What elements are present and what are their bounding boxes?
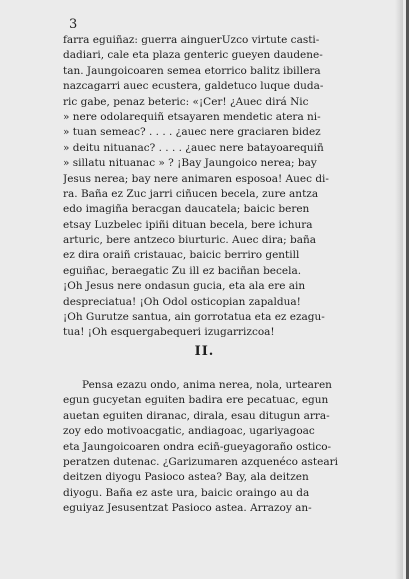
text-line: egun gucyetan eguiten badira ere pecatuac, egun — [63, 394, 329, 407]
text-line: eguiyaz Jesusentzat Pasioco astea. Arrazoy an- — [63, 502, 312, 515]
text-line: ez dira oraiñ cristauac, baicic berriro gentill — [63, 249, 300, 262]
text-line: eta Jaungoicoaren ondra eciñ-gueyagoraño ostico- — [63, 440, 332, 453]
text-line: diyogu. Baña ez aste ura, baicic oraingo au da — [63, 486, 310, 499]
text-line: Jesus nerea; bay nere animaren esposoa! Auec di- — [63, 172, 329, 185]
text-line: » tuan semeac? . . . . ¿auec nere graciaren bidez — [63, 126, 321, 139]
text-line: auetan eguiten diranac, dirala, esau ditugun arra- — [63, 409, 330, 422]
text-line: peratzen dutenac. ¿Garizumaren azquenéco asteari — [63, 455, 338, 468]
text-line: ra. Baña ez Zuc jarri ciñucen becela, zure antza — [63, 187, 319, 200]
text-line: ¡Oh Jesus nere ondasun gucia, eta ala ere ain — [63, 280, 306, 293]
text-line: etsay Luzbelec ipiñi dituan becela, bere ichura — [63, 218, 313, 231]
page-number: 3 — [69, 17, 78, 32]
text-line: zoy edo motivoacgatic, andiagoac, ugariyagoac — [63, 425, 315, 438]
text-line: edo imagiña beracgan daucatela; baicic beren — [63, 203, 310, 216]
text-line: eguiñac, beraegatic Zu ill ez baciñan becela. — [63, 264, 302, 277]
text-line: ¡Oh Gurutze santua, ain gorrotatua eta ez ezagu- — [63, 311, 325, 324]
text-line: nazcagarri auec ecustera, galdetuco luque duda- — [63, 80, 324, 93]
text-line: farra eguiñaz: guerra ainguerUzco virtute casti- — [63, 34, 320, 46]
text-line: Pensa ezazu ondo, anima nerea, nola, urtearen — [82, 379, 332, 391]
text-line: » sillatu nituanac » ? ¡Bay Jaungoico nerea; bay — [63, 157, 317, 170]
text-line: arturic, bere antzeco biurturic. Auec dira; baña — [63, 234, 317, 247]
text-line: » deitu nituanac? . . . . ¿auec nere batayoarequiñ — [63, 141, 324, 154]
text-line: deitzen diyogu Pasioco astea? Bay, ala deitzen — [63, 471, 309, 484]
paragraph-1 — [63, 33, 389, 341]
text-line: tua! ¡Oh esquergabequeri izugarrizcoa! — [63, 326, 275, 339]
text-line: » nere odolarequiñ etsayaren mendetic atera ni- — [63, 110, 321, 123]
section-heading: II. — [194, 344, 215, 359]
text-line: tan. Jaungoicoaren semea etorrico balitz ibillera — [63, 64, 321, 77]
page-edge-shadow — [395, 0, 403, 579]
text-line: despreciatua! ¡Oh Odol osticopian zapaldua! — [63, 295, 301, 308]
text-line: ric gabe, penaz beteric: «¡Cer! ¿Auec dirá Nic — [63, 95, 309, 108]
paragraph-2 — [63, 378, 389, 517]
text-line: dadiari, cale eta plaza genteric gueyen daudene- — [63, 49, 323, 62]
